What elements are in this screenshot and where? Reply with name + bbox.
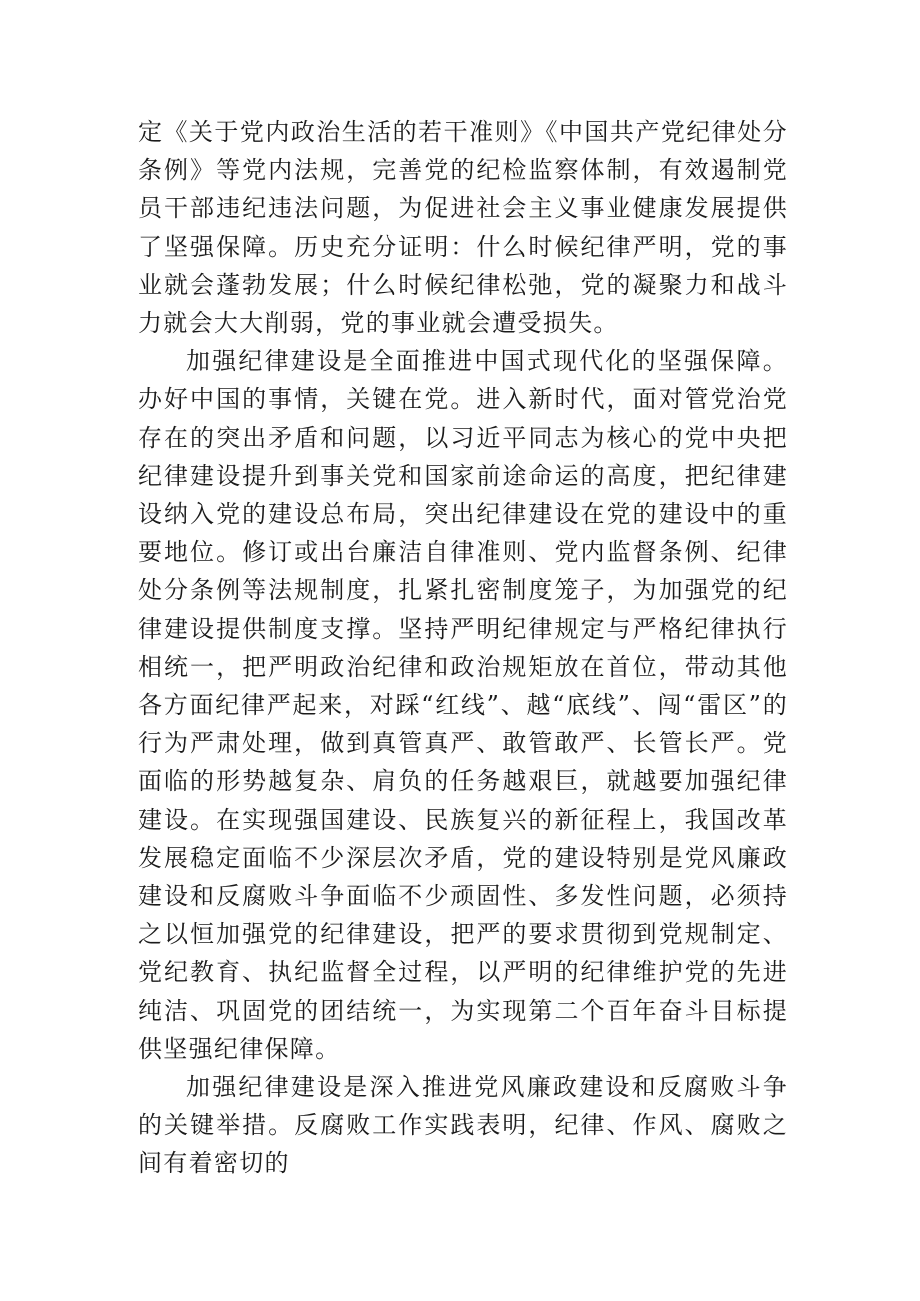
paragraph-continuation: 定《关于党内政治生活的若干准则》《中国共产党纪律处分条例》等党内法规，完善党的纪检监察体制，有效遏制党员干部违纪违法问题，为促进社会主义事业健康发展提供了坚强保障。历史充分证明：什么时候纪律严明，党的事业就会蓬勃发展；什么时候纪律松弛，党的凝聚力和战斗力就会大大削弱，党的事业就会遭受损失。	[138, 118, 788, 338]
paragraph-discipline-guarantee: 加强纪律建设是全面推进中国式现代化的坚强保障。办好中国的事情，关键在党。进入新时代，面对管党治党存在的突出矛盾和问题，以习近平同志为核心的党中央把纪律建设提升到事关党和国家前途命运的高度，把纪律建设纳入党的建设总布局，突出纪律建设在党的建设中的重要地位。修订或出台廉洁自律准则、党内监督条例、纪律处分条例等法规制度，扎紧扎密制度笼子，为加强党的纪律建设提供制度支撑。坚持严明纪律规定与严格纪律执行相统一，把严明政治纪律和政治规矩放在首位，带动其他各方面纪律严起来，对踩“红线”、越“底线”、闯“雷区”的行为严肃处理，做到真管真严、敢管敢严、长管长严。党面临的形势越复杂、肩负的任务越艰巨，就越要加强纪律建设。在实现强国建设、民族复兴的新征程上，我国改革发展稳定面临不少深层次矛盾，党的建设特别是党风廉政建设和反腐败斗争面临不少顽固性、多发性问题，必须持之以恒加强党的纪律建设，把严的要求贯彻到党规制定、党纪教育、执纪监督全过程，以严明的纪律维护党的先进纯洁、巩固党的团结统一，为实现第二个百年奋斗目标提供坚强纪律保障。	[138, 347, 788, 1063]
paragraph-anti-corruption: 加强纪律建设是深入推进党风廉政建设和反腐败斗争的关键举措。反腐败工作实践表明，纪律、作风、腐败之间有着密切的	[138, 1073, 788, 1178]
document-body	[138, 113, 788, 1183]
